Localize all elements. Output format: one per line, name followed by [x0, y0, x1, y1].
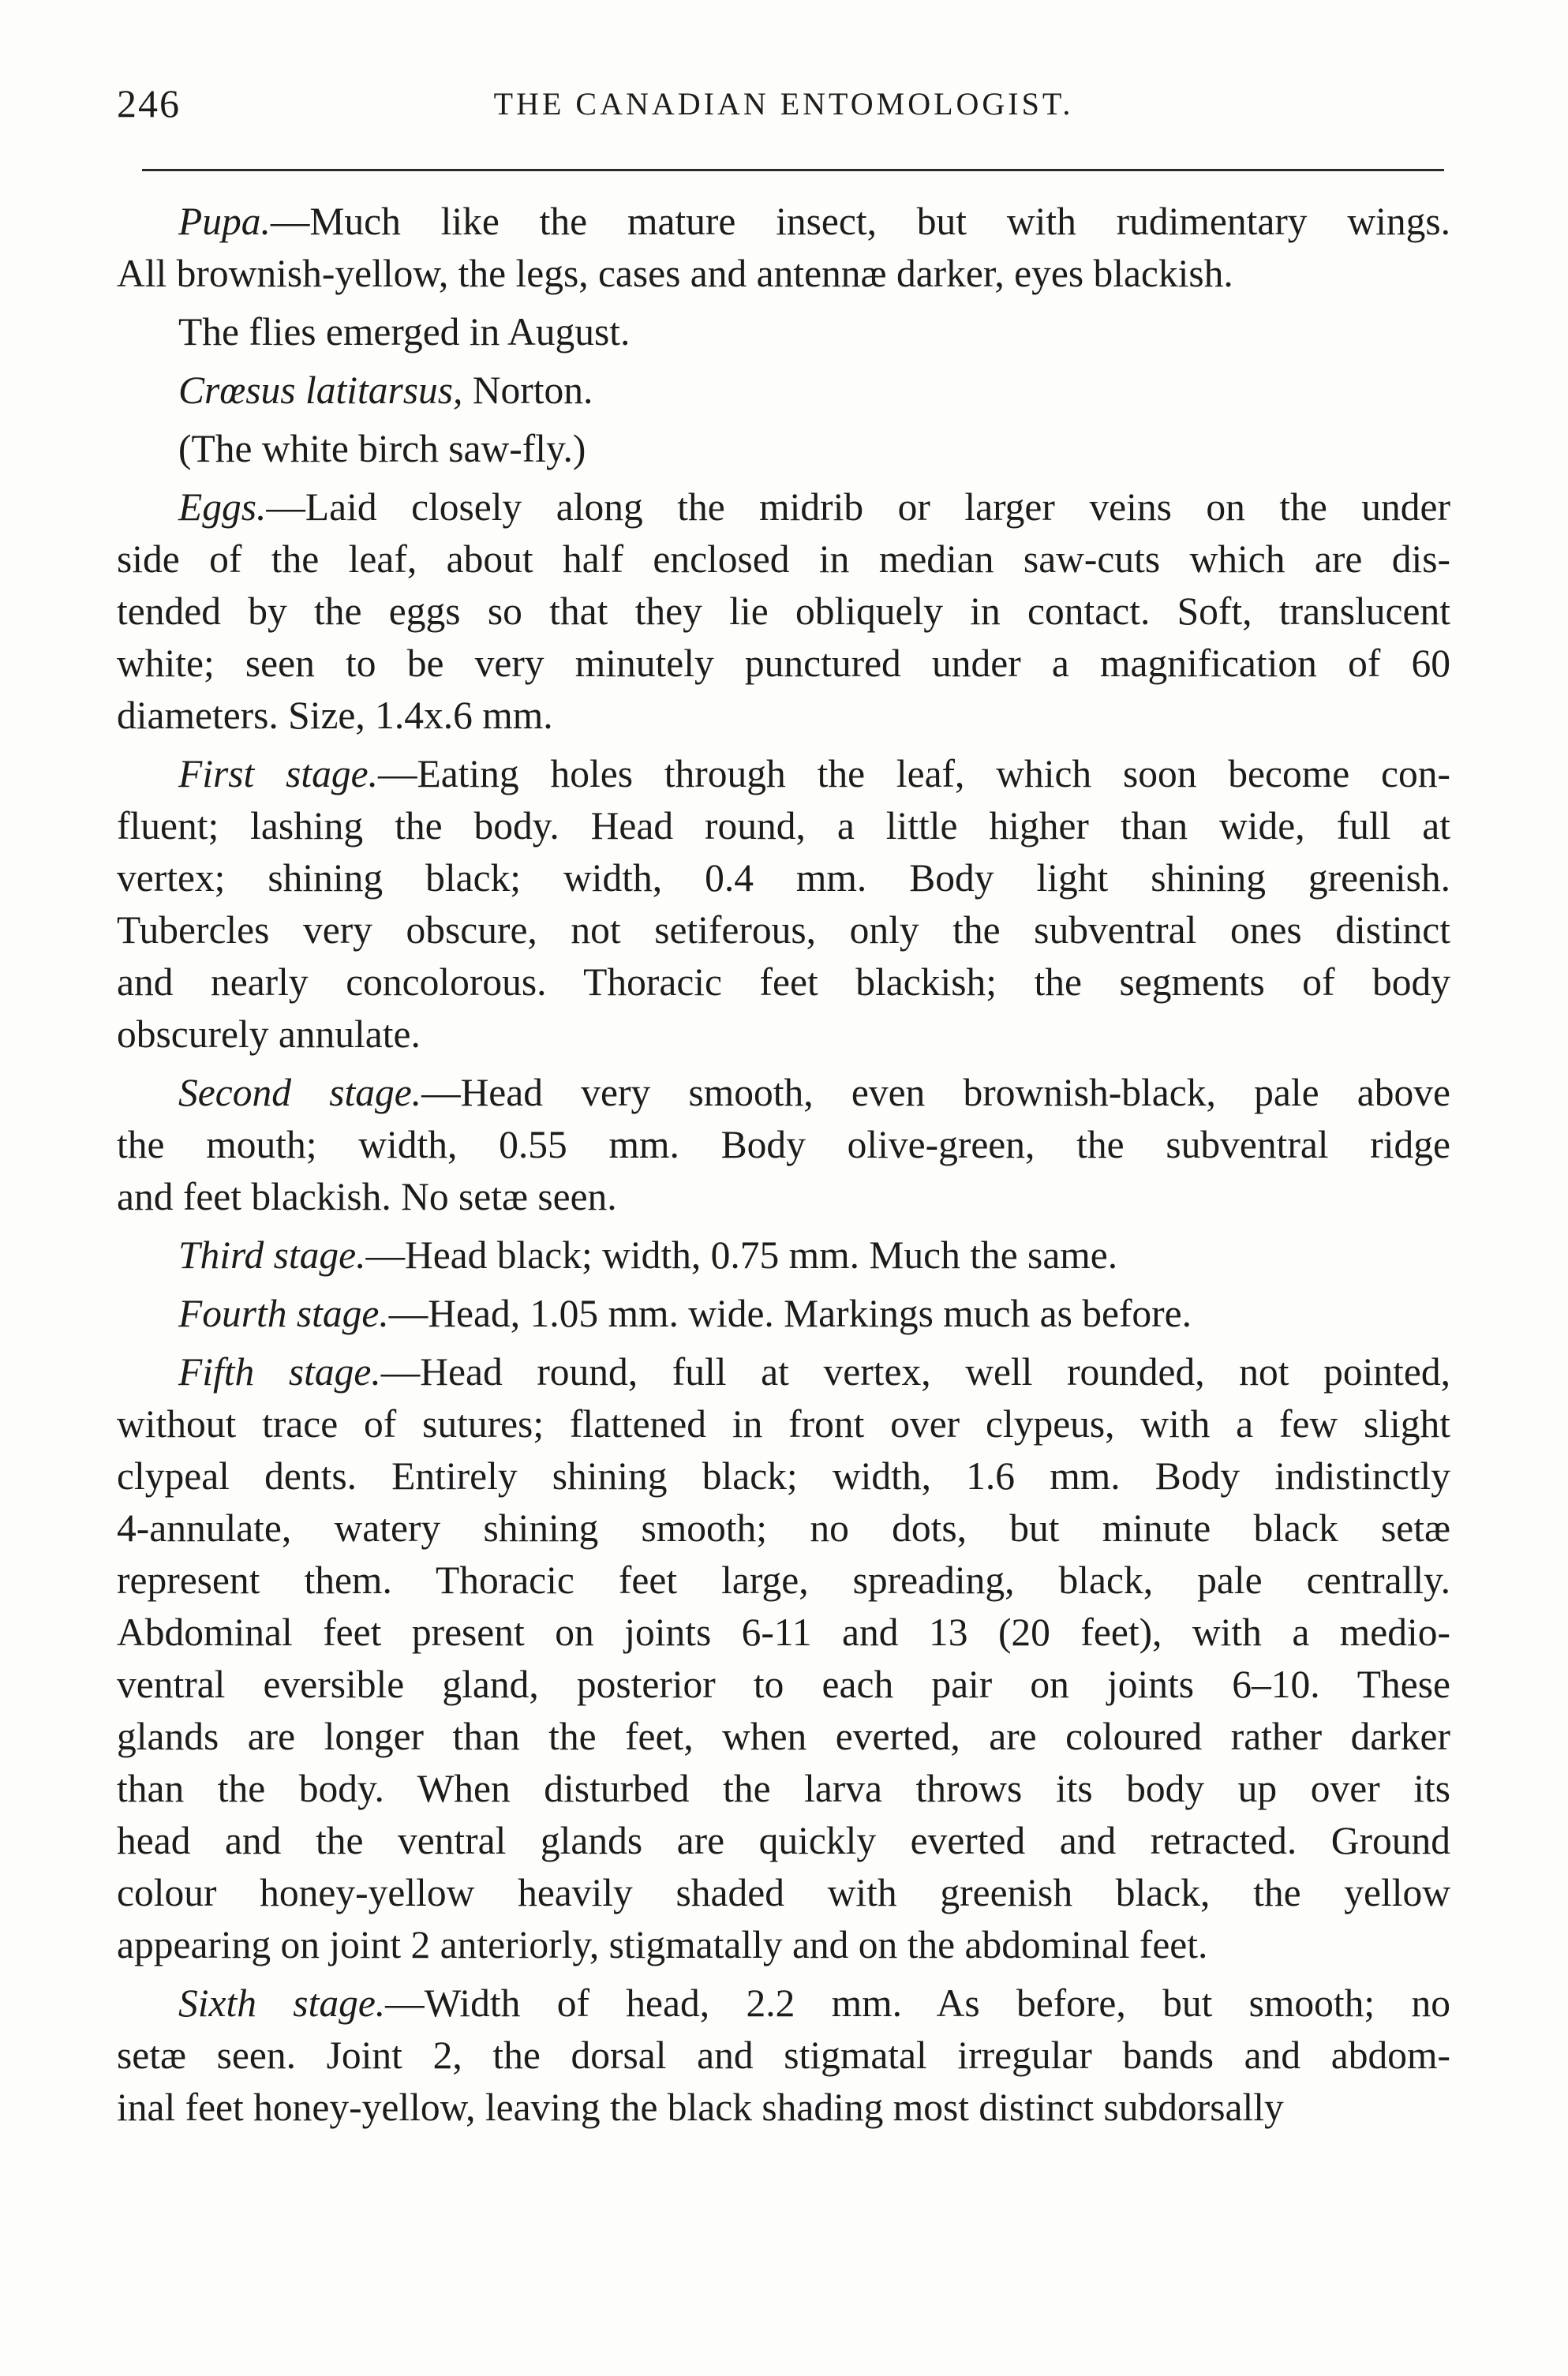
text-line: [117, 2082, 1450, 2134]
line-text: glands are longer than the feet, when everted, are coloured rather darker: [117, 1715, 1450, 1758]
text-line: [117, 586, 1450, 638]
running-head: [117, 80, 1450, 136]
line-text: —Head black; width, 0.75 mm. Much the same.: [365, 1233, 1118, 1277]
text-line: [117, 481, 1450, 533]
text-line: [117, 1607, 1450, 1659]
line-text: and feet blackish. No setæ seen.: [117, 1175, 617, 1218]
paragraph-3: [117, 423, 1450, 475]
paragraph-1: [117, 306, 1450, 358]
section-lead: Pupa.: [178, 200, 271, 243]
text-line: [117, 1978, 1450, 2030]
paragraph-pupa: [117, 196, 1450, 300]
text-line: [117, 248, 1450, 300]
line-text: obscurely annulate.: [117, 1012, 421, 1056]
line-text: clypeal dents. Entirely shining black; width, 1.6 mm. Body indistinctly: [117, 1454, 1450, 1498]
line-text: diameters. Size, 1.4x.6 mm.: [117, 694, 553, 737]
text-line: [117, 1711, 1450, 1763]
section-lead: Fourth stage.: [178, 1292, 389, 1335]
text-line: [117, 365, 1450, 417]
line-text: —Eating holes through the leaf, which soon become con-: [377, 752, 1450, 795]
line-text: appearing on joint 2 anteriorly, stigmatally and on the abdominal feet.: [117, 1923, 1208, 1966]
text-line: [117, 2030, 1450, 2082]
text-line: [117, 1398, 1450, 1450]
section-lead: Eggs.: [178, 485, 267, 529]
line-text: fluent; lashing the body. Head round, a little higher than wide, full at: [117, 804, 1450, 848]
text-line: [117, 1171, 1450, 1223]
line-text: and nearly concolorous. Thoracic feet blackish; the segments of body: [117, 960, 1450, 1004]
body-text: [117, 196, 1450, 2140]
text-line: [117, 1450, 1450, 1502]
text-line: [117, 1555, 1450, 1607]
line-text: —Head round, full at vertex, well rounded, not pointed,: [380, 1350, 1451, 1394]
line-text: —Width of head, 2.2 mm. As before, but smooth; no: [385, 1981, 1450, 2025]
text-line: [117, 423, 1450, 475]
line-text: Abdominal feet present on joints 6-11 and 13 (20 feet), with a medio-: [117, 1611, 1450, 1654]
section-lead: Second stage.: [178, 1071, 422, 1114]
running-title: THE CANADIAN ENTOMOLOGIST.: [493, 86, 1074, 122]
text-line: [117, 1919, 1450, 1971]
text-line: [117, 1288, 1450, 1340]
section-lead: Third stage.: [178, 1233, 366, 1277]
line-text: 4-annulate, watery shining smooth; no dots, but minute black setæ: [117, 1506, 1450, 1550]
section-lead: Crœsus latitarsus,: [178, 369, 463, 412]
paragraph-fifth-stage: [117, 1346, 1450, 1971]
line-text: tended by the eggs so that they lie obliquely in contact. Soft, translucent: [117, 589, 1450, 633]
section-lead: Sixth stage.: [178, 1981, 386, 2025]
text-line: [117, 1867, 1450, 1919]
line-text: —Head very smooth, even brownish-black, pale above: [421, 1071, 1450, 1114]
text-line: [117, 800, 1450, 852]
section-lead: Fifth stage.: [178, 1350, 381, 1394]
line-text: colour honey-yellow heavily shaded with greenish black, the yellow: [117, 1871, 1450, 1914]
paragraph-cr-sus-latitarsus: [117, 365, 1450, 417]
line-text: Norton.: [462, 369, 593, 412]
paragraph-eggs: [117, 481, 1450, 742]
header-rule: [142, 169, 1444, 171]
paragraph-second-stage: [117, 1067, 1450, 1223]
text-line: [117, 1763, 1450, 1815]
line-text: ventral eversible gland, posterior to each pair on joints 6–10. These: [117, 1663, 1450, 1706]
line-text: than the body. When disturbed the larva throws its body up over its: [117, 1767, 1450, 1810]
text-line: [117, 196, 1450, 248]
line-text: setæ seen. Joint 2, the dorsal and stigmatal irregular bands and abdom-: [117, 2034, 1450, 2077]
paragraph-sixth-stage: [117, 1978, 1450, 2134]
text-line: [117, 852, 1450, 904]
line-text: (The white birch saw-fly.): [178, 427, 586, 470]
text-line: [117, 748, 1450, 800]
text-line: [117, 1502, 1450, 1555]
text-line: [117, 690, 1450, 742]
text-line: [117, 1008, 1450, 1061]
page-number: 246: [117, 81, 181, 125]
line-text: —Laid closely along the midrib or larger veins on the under: [266, 485, 1450, 529]
line-text: white; seen to be very minutely punctured under a magnification of 60: [117, 642, 1450, 685]
text-line: [117, 904, 1450, 956]
paragraph-fourth-stage: [117, 1288, 1450, 1340]
text-line: [117, 1229, 1450, 1282]
section-lead: First stage.: [178, 752, 378, 795]
text-line: [117, 1815, 1450, 1867]
text-line: [117, 638, 1450, 690]
line-text: —Much like the mature insect, but with rudimentary wings.: [270, 200, 1450, 243]
text-line: [117, 956, 1450, 1008]
line-text: represent them. Thoracic feet large, spreading, black, pale centrally.: [117, 1558, 1450, 1602]
line-text: side of the leaf, about half enclosed in median saw-cuts which are dis-: [117, 537, 1450, 581]
line-text: All brownish-yellow, the legs, cases and antennæ darker, eyes blackish.: [117, 252, 1233, 295]
text-line: [117, 1659, 1450, 1711]
text-line: [117, 1067, 1450, 1119]
line-text: The flies emerged in August.: [178, 310, 631, 354]
text-line: [117, 1119, 1450, 1171]
line-text: Tubercles very obscure, not setiferous, only the subventral ones distinct: [117, 908, 1450, 952]
text-line: [117, 533, 1450, 586]
line-text: without trace of sutures; flattened in front over clypeus, with a few slight: [117, 1402, 1450, 1446]
paragraph-first-stage: [117, 748, 1450, 1061]
text-line: [117, 1346, 1450, 1398]
line-text: —Head, 1.05 mm. wide. Markings much as before.: [388, 1292, 1192, 1335]
line-text: vertex; shining black; width, 0.4 mm. Body light shining greenish.: [117, 856, 1450, 900]
text-line: [117, 306, 1450, 358]
line-text: the mouth; width, 0.55 mm. Body olive-green, the subventral ridge: [117, 1123, 1450, 1166]
line-text: inal feet honey-yellow, leaving the black shading most distinct subdorsally: [117, 2086, 1284, 2129]
line-text: head and the ventral glands are quickly everted and retracted. Ground: [117, 1819, 1450, 1862]
paragraph-third-stage: [117, 1229, 1450, 1282]
